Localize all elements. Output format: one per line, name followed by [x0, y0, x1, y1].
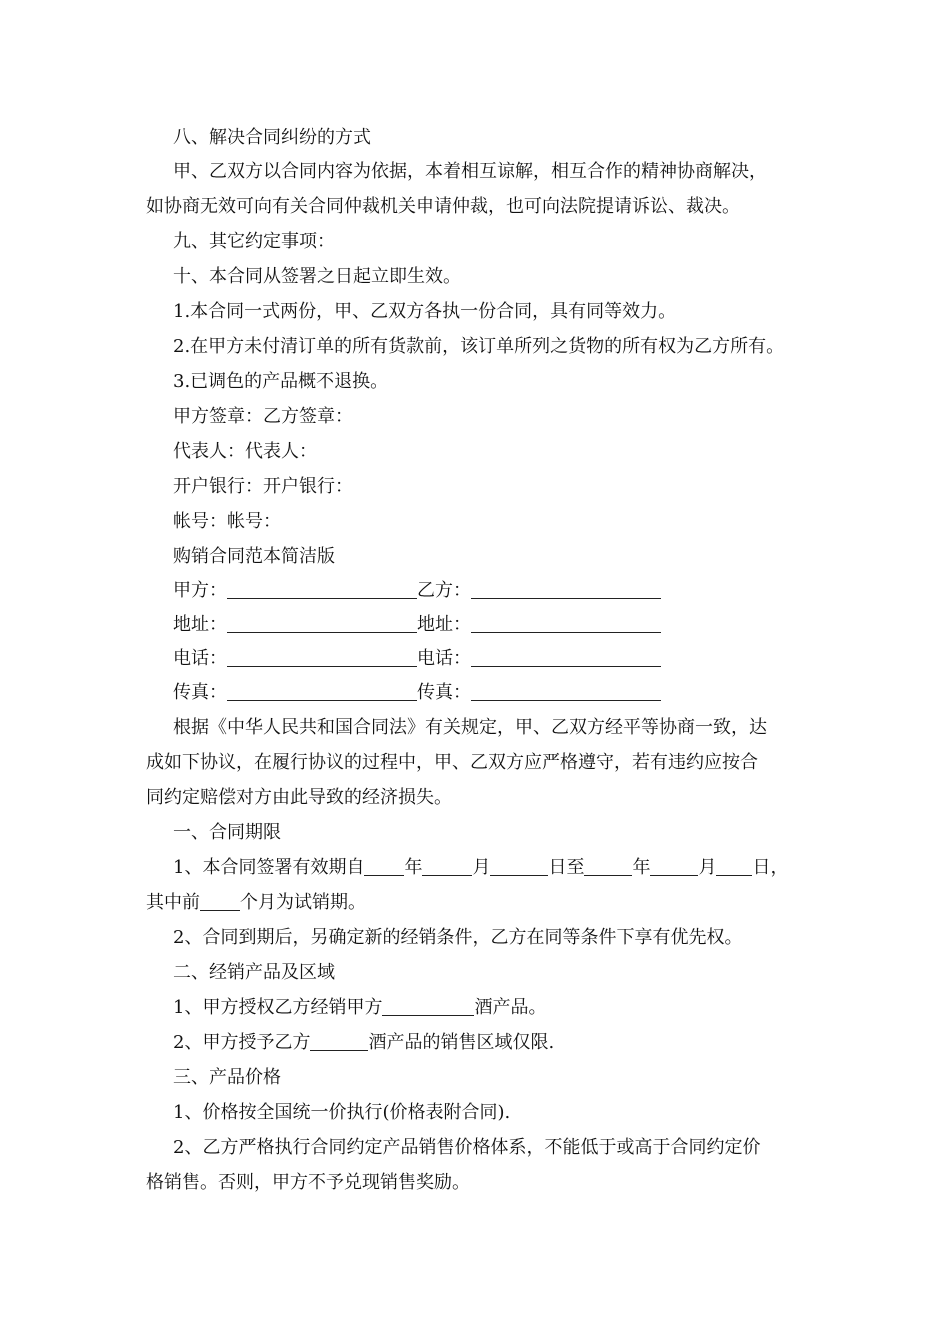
party-field-row [0, 676, 950, 710]
field-label: 电话： [417, 648, 471, 669]
section-10-heading: 十、本合同从签署之日起立即生效。 [173, 266, 461, 287]
clause-text: 1、甲方授权乙方经销甲方 [173, 997, 383, 1018]
term-line: 2、合同到期后，另确定新的经销条件，乙方在同等条件下享有优先权。 [173, 927, 743, 948]
fill-blank[interactable] [364, 855, 404, 876]
paragraph-line: 同约定赔偿对方由此导致的经济损失。 [146, 787, 452, 808]
account-line: 帐号：帐号： [173, 511, 281, 532]
fill-blank[interactable] [471, 578, 661, 599]
term-text: 月 [472, 857, 491, 878]
fill-blank[interactable] [310, 1030, 368, 1051]
fill-blank[interactable] [227, 680, 417, 701]
section-2-heading: 二、经销产品及区域 [173, 962, 335, 983]
representative-line: 代表人：代表人： [173, 441, 317, 462]
party-field-row [0, 574, 950, 608]
term-text: 年 [404, 857, 423, 878]
party-field-row [0, 642, 950, 676]
contract-title: 购销合同范本简洁版 [173, 546, 335, 567]
fill-blank[interactable] [471, 646, 661, 667]
term-line [0, 851, 950, 885]
fill-blank[interactable] [584, 855, 632, 876]
clause-line: 2、乙方严格执行合同约定产品销售价格体系，不能低于或高于合同约定价 [173, 1137, 761, 1158]
term-text: 1、本合同签署有效期自 [173, 857, 365, 878]
fill-blank[interactable] [422, 855, 472, 876]
fill-blank[interactable] [227, 646, 417, 667]
party-field-row [0, 608, 950, 642]
clause-line: 2.在甲方未付清订单的所有货款前，该订单所列之货物的所有权为乙方所有。 [173, 336, 785, 357]
clause-line: 3.已调色的产品概不退换。 [173, 371, 389, 392]
section-9-heading: 九、其它约定事项： [173, 231, 335, 252]
fill-blank[interactable] [471, 680, 661, 701]
paragraph-line: 成如下协议，在履行协议的过程中，甲、乙双方应严格遵守，若有违约应按合 [146, 752, 758, 773]
signature-line: 甲方签章：乙方签章： [173, 406, 353, 427]
clause-text: 酒产品的销售区域仅限. [368, 1032, 555, 1053]
fill-blank[interactable] [490, 855, 548, 876]
section-1-heading: 一、合同期限 [173, 822, 281, 843]
field-label: 电话： [173, 648, 227, 669]
term-text: 其中前 [146, 892, 200, 913]
fill-blank[interactable] [227, 612, 417, 633]
clause-text: 2、甲方授予乙方 [173, 1032, 311, 1053]
field-label: 传真： [173, 682, 227, 703]
term-text: 日至 [548, 857, 585, 878]
term-line [0, 886, 950, 920]
paragraph-line: 甲、乙双方以合同内容为依据，本着相互谅解，相互合作的精神协商解决， [173, 161, 767, 182]
term-text: 月 [698, 857, 717, 878]
field-label: 乙方： [417, 580, 471, 601]
section-3-heading: 三、产品价格 [173, 1067, 281, 1088]
fill-blank[interactable] [382, 995, 474, 1016]
fill-blank[interactable] [227, 578, 417, 599]
clause-line: 格销售。否则，甲方不予兑现销售奖励。 [146, 1172, 470, 1193]
bank-line: 开户银行：开户银行： [173, 476, 353, 497]
paragraph-line: 如协商无效可向有关合同仲裁机关申请仲裁，也可向法院提请诉讼、裁决。 [146, 196, 740, 217]
clause-text: 酒产品。 [474, 997, 547, 1018]
clause-line: 1.本合同一式两份，甲、乙双方各执一份合同，具有同等效力。 [173, 301, 677, 322]
field-label: 地址： [173, 614, 227, 635]
section-8-heading: 八、解决合同纠纷的方式 [173, 127, 371, 148]
clause-line [0, 1026, 950, 1060]
term-text: 日， [752, 857, 789, 878]
paragraph-line: 根据《中华人民共和国合同法》有关规定，甲、乙双方经平等协商一致，达 [173, 717, 767, 738]
clause-line: 1、价格按全国统一价执行(价格表附合同). [173, 1102, 511, 1123]
term-text: 年 [632, 857, 651, 878]
clause-line [0, 991, 950, 1025]
field-label: 传真： [417, 682, 471, 703]
field-label: 甲方： [173, 580, 227, 601]
fill-blank[interactable] [650, 855, 698, 876]
field-label: 地址： [417, 614, 471, 635]
term-text: 个月为试销期。 [240, 892, 366, 913]
fill-blank[interactable] [716, 855, 752, 876]
fill-blank[interactable] [471, 612, 661, 633]
fill-blank[interactable] [200, 890, 240, 911]
